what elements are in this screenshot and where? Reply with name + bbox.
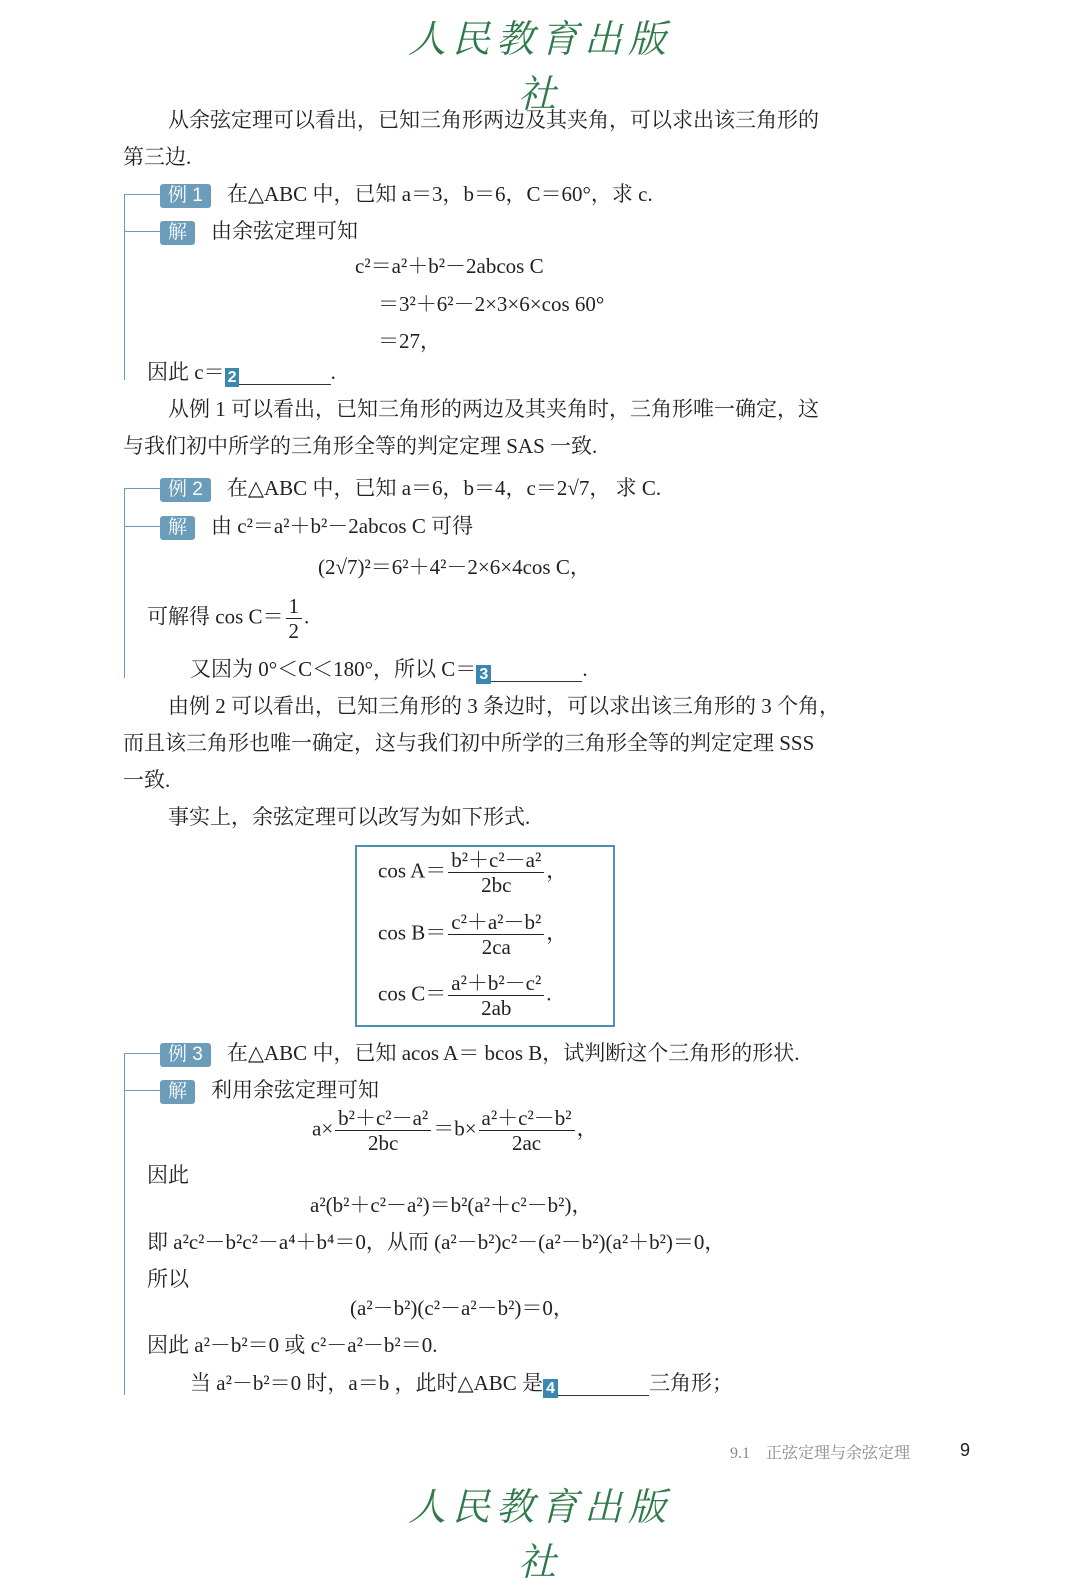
bracket-tick [124, 1053, 160, 1054]
solution-text: 由 c²＝a²＋b²－2abcos C 可得 [211, 514, 474, 538]
denominator: 2bc [368, 1131, 399, 1155]
equation: ＝3²＋6²－2×3×6×cos 60° [378, 292, 605, 316]
fraction [448, 971, 544, 1020]
example-text: 在△ABC 中，已知 a＝3，b＝6，C＝60°，求 c. [226, 182, 653, 206]
solution-text: 利用余弦定理可知 [211, 1078, 380, 1102]
text: 三角形； [649, 1371, 734, 1395]
text: ＝b× [433, 1116, 477, 1141]
text: . [330, 360, 336, 384]
text-line: 即 a²c²－b²c²－a⁴＋b⁴＝0，从而 (a²－b²)c²－(a²－b²)(a²＋b²)＝0， [147, 1230, 726, 1254]
paragraph: 从余弦定理可以看出，已知三角形两边及其夹角，可以求出该三角形的 [168, 108, 819, 132]
bracket-line [124, 488, 125, 678]
numerator: c²＋a²－b² [448, 910, 544, 935]
paragraph: 与我们初中所学的三角形全等的判定定理 SAS 一致. [123, 434, 598, 458]
text: ， [546, 858, 568, 883]
numerator: 1 [286, 594, 303, 619]
publisher-logo: 人民教育出版社 [407, 17, 672, 116]
text: 又因为 0°＜C＜180°，所以 C＝ [190, 657, 477, 681]
denominator: 2 [288, 619, 299, 643]
solve-line [147, 594, 309, 643]
text-line: 因此 a²－b²＝0 或 c²－a²－b²＝0. [147, 1333, 438, 1357]
conclusion [190, 1370, 733, 1396]
text: . [304, 604, 310, 629]
answer-blank-2[interactable] [225, 362, 331, 385]
text: 因此 c＝ [147, 360, 225, 384]
paragraph: 从例 1 可以看出，已知三角形的两边及其夹角时，三角形唯一确定，这 [168, 397, 819, 421]
equation: (a²－b²)(c²－a²－b²)＝0， [350, 1296, 574, 1320]
example-text: 在△ABC 中，已知 a＝6，b＝4，c＝2√7， 求 C. [226, 476, 662, 500]
fraction [448, 910, 544, 959]
equation: ＝27， [378, 329, 441, 353]
solution-3 [160, 1077, 379, 1104]
blank-number: 3 [476, 665, 491, 684]
text: ， [576, 1116, 598, 1141]
text: cos A＝ [378, 858, 447, 883]
text-line: 所以 [147, 1267, 189, 1291]
conclusion [190, 656, 588, 682]
numerator: a²＋c²－b² [479, 1106, 575, 1131]
bracket-tick [124, 1090, 160, 1091]
equation: (2√7)²＝6²＋4²－2×6×4cos C， [318, 555, 591, 579]
bracket-tick [124, 194, 160, 195]
denominator: 2bc [481, 873, 512, 897]
formula-cos-a [378, 848, 567, 897]
example-label: 例 3 [160, 1043, 211, 1067]
fraction [286, 594, 303, 643]
example-1 [160, 181, 653, 208]
answer-blank-3[interactable] [476, 659, 582, 682]
numerator: a²＋b²－c² [448, 971, 544, 996]
publisher-logo: 人民教育出版社 [407, 1485, 672, 1584]
example-3 [160, 1040, 800, 1067]
text: 当 a²－b²＝0 时，a＝b ，此时△ABC 是 [190, 1371, 544, 1395]
example-text: 在△ABC 中，已知 acos A＝ bcos B，试判断这个三角形的形状. [226, 1041, 800, 1065]
solution-label: 解 [160, 516, 195, 540]
denominator: 2ac [511, 1131, 542, 1155]
fraction [335, 1106, 431, 1155]
equation: c²＝a²＋b²－2abcos C [355, 254, 544, 278]
blank-number: 4 [543, 1379, 558, 1398]
paragraph: 而且该三角形也唯一确定，这与我们初中所学的三角形全等的判定定理 SSS [123, 731, 815, 755]
paragraph: 一致. [123, 768, 171, 792]
fraction [479, 1106, 575, 1155]
text: cos B＝ [378, 920, 447, 945]
bracket-tick [124, 526, 160, 527]
text-line: 因此 [147, 1163, 189, 1187]
formula-cos-b [378, 910, 567, 959]
answer-blank-4[interactable] [543, 1373, 649, 1396]
bracket-line [124, 194, 125, 380]
page-number: 9 [960, 1440, 971, 1460]
solution-label: 解 [160, 221, 195, 245]
example-2 [160, 475, 661, 502]
numerator: b²＋c²－a² [335, 1106, 431, 1131]
example-label: 例 2 [160, 478, 211, 502]
text: cos C＝ [378, 981, 447, 1006]
paragraph: 第三边. [123, 145, 192, 169]
equation [312, 1106, 598, 1155]
solution-2 [160, 513, 473, 540]
text: a× [312, 1116, 334, 1141]
bracket-tick [124, 231, 160, 232]
solution-1 [160, 218, 358, 245]
bracket-line [124, 1053, 125, 1395]
blank-number: 2 [225, 368, 240, 387]
formula-cos-c [378, 971, 552, 1020]
text: . [582, 657, 588, 681]
bracket-tick [124, 488, 160, 489]
example-label: 例 1 [160, 184, 211, 208]
paragraph: 由例 2 可以看出，已知三角形的 3 条边时，可以求出该三角形的 3 个角， [168, 694, 840, 718]
section-title: 9.1 正弦定理与余弦定理 [730, 1445, 911, 1462]
numerator: b²＋c²－a² [448, 848, 544, 873]
denominator: 2ca [481, 935, 511, 959]
text: 可解得 cos C＝ [147, 604, 284, 629]
paragraph: 事实上，余弦定理可以改写为如下形式. [168, 805, 531, 829]
text: ， [546, 920, 568, 945]
conclusion [147, 359, 336, 385]
equation: a²(b²＋c²－a²)＝b²(a²＋c²－b²)， [310, 1193, 593, 1217]
solution-text: 由余弦定理可知 [211, 219, 359, 243]
solution-label: 解 [160, 1080, 195, 1104]
fraction [448, 848, 544, 897]
denominator: 2ab [481, 996, 512, 1020]
text: . [546, 981, 552, 1006]
